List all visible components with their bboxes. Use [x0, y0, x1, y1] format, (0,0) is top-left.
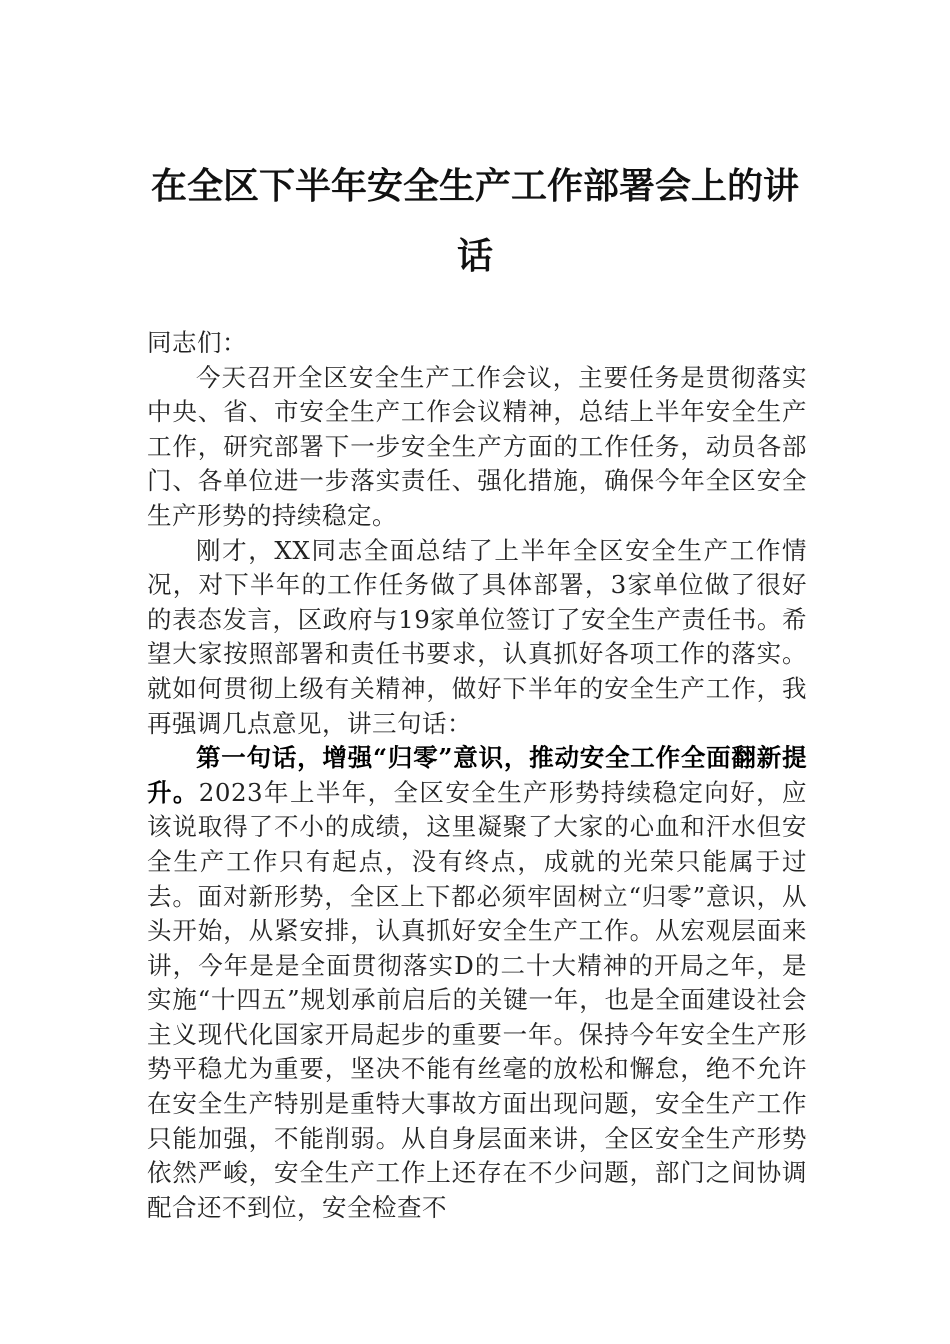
- paragraph-3: [147, 741, 807, 1225]
- document-title-line-1: 在全区下半年安全生产工作部署会上的讲: [150, 165, 799, 207]
- paragraph-1: 今天召开全区安全生产工作会议，主要任务是贯彻落实中央、省、市安全生产工作会议精神，总结上半年安全生产工作，研究部署下一步安全生产方面的工作任务，动员各部门、各单位进一步落实责任、强化措施，确保今年全区安全生产形势的持续稳定。: [147, 362, 807, 530]
- paragraph-3-heading: 第一句话，增强“归零”意识，推动安全工作全面翻新提升。: [147, 743, 807, 807]
- salutation: 同志们：: [147, 328, 247, 357]
- document-title-line-2: 话: [456, 235, 493, 277]
- paragraph-3-text: 2023年上半年，全区安全生产形势持续稳定向好，应该说取得了不小的成绩，这里凝聚了大家的心血和汗水但安全生产工作只有起点，没有终点，成就的光荣只能属于过去。面对新形势，全区上下都必须牢固树立“归零”意识，从头开始，从紧安排，认真抓好安全生产工作。从宏观层面来讲，今年是是全面贯彻落实D的二十大精神的开局之年，是实施“十四五”规划承前启后的关键一年，也是全面建设社会主义现代化国家开局起步的重要一年。保持今年安全生产形势平稳尤为重要，坚决不能有丝毫的放松和懈怠，绝不允许在安全生产特别是重特大事故方面出现问题，安全生产工作只能加强，不能削弱。从自身层面来讲，全区安全生产形势依然严峻，安全生产工作上还存在不少问题，部门之间协调配合还不到位，安全检查不: [147, 777, 807, 1222]
- paragraph-2: 刚才，XX同志全面总结了上半年全区安全生产工作情况，对下半年的工作任务做了具体部署，3家单位做了很好的表态发言，区政府与19家单位签订了安全生产责任书。希望大家按照部署和责任书要求，认真抓好各项工作的落实。就如何贯彻上级有关精神，做好下半年的安全生产工作，我再强调几点意见，讲三句话：: [147, 535, 807, 738]
- document-body: [147, 326, 807, 1225]
